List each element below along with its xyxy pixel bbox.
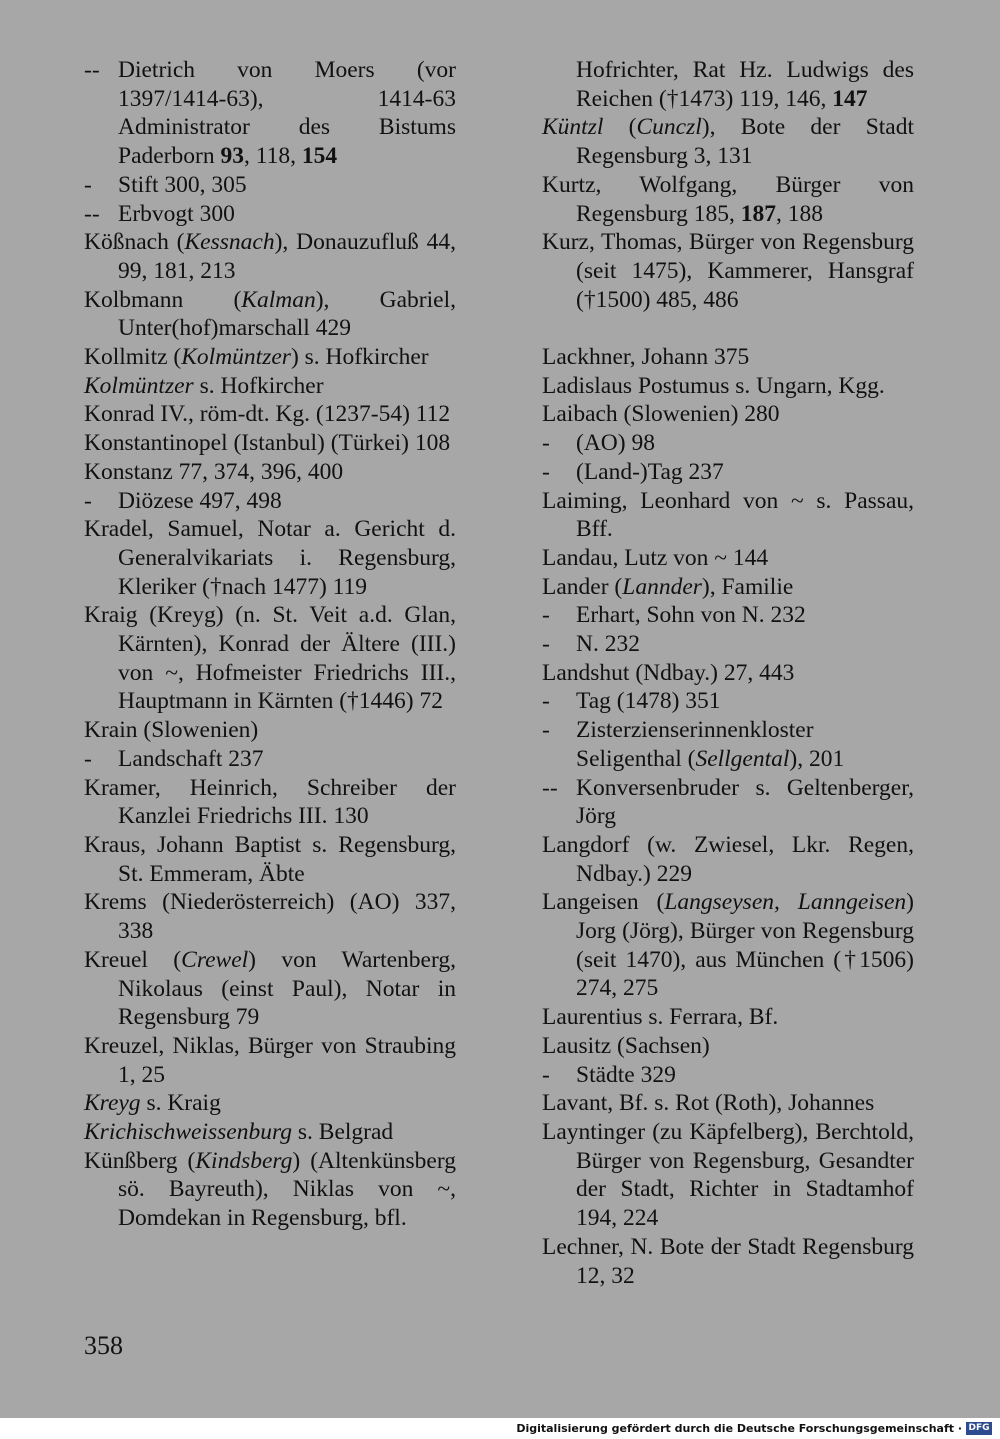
entry-text: Lackhner, Johann 375 — [542, 344, 750, 371]
entry-text: Landshut (Ndbay.) 27, 443 — [542, 659, 795, 686]
entry-text: Tag (1478) 351 — [576, 688, 721, 715]
index-entry — [542, 487, 914, 544]
entry-text: Küntzl (Cunczl), Bote der Stadt Regensburg 3, 131 — [542, 114, 915, 170]
entry-text: Hofrichter, Rat Hz. Ludwigs des Reichen (†1473) 119, 146, 147 — [576, 57, 914, 112]
index-entry — [84, 372, 456, 401]
index-entry — [542, 1032, 914, 1061]
index-subentry — [542, 716, 914, 773]
index-entry — [84, 228, 456, 285]
index-entry — [542, 171, 914, 228]
index-entry — [84, 515, 456, 601]
index-subentry — [84, 487, 456, 516]
entry-text: Konrad IV., röm-dt. Kg. (1237-54) 112 — [84, 401, 451, 428]
entry-text: Krems (Niederösterreich) (AO) 337, 338 — [84, 889, 456, 945]
entry-text: Laurentius s. Ferrara, Bf. — [542, 1004, 779, 1031]
subentry-marker: - — [84, 171, 92, 198]
entry-text: Kraus, Johann Baptist s. Regensburg, St. Emmeram, Äbte — [84, 831, 456, 887]
dfg-logo: DFG — [966, 1422, 992, 1435]
index-entry — [84, 774, 456, 831]
entry-text: Kramer, Heinrich, Schreiber der Kanzlei Friedrichs III. 130 — [84, 774, 456, 830]
entry-text: Langdorf (w. Zwiesel, Lkr. Regen, Ndbay.) 229 — [542, 831, 914, 887]
index-entry — [84, 946, 456, 1032]
subentry-marker: - — [542, 717, 550, 744]
index-subentry — [542, 458, 914, 487]
entry-text: Künßberg (Kindsberg) (Altenkünsberg sö. Bayreuth), Niklas von ~, Domdekan in Regensburg, bfl. — [84, 1147, 456, 1232]
index-entry — [84, 343, 456, 372]
subentry-marker: - — [542, 688, 550, 715]
entry-text: Landschaft 237 — [118, 745, 264, 772]
index-entry — [84, 1089, 456, 1118]
entry-text: Ladislaus Postumus s. Ungarn, Kgg. — [542, 372, 885, 399]
entry-text: Dietrich von Moers (vor 1397/1414-63), 1414-63 Administrator des Bistums Paderborn 93, 118, 154 — [118, 57, 456, 170]
entry-text: Zisterzienserinnenkloster Seligenthal (Sellgental), 201 — [576, 717, 845, 772]
subentry-marker: -- — [542, 774, 558, 801]
index-subentry — [542, 687, 914, 716]
entry-text: Lausitz (Sachsen) — [542, 1032, 710, 1059]
index-entry — [542, 888, 914, 1003]
index-subentry — [542, 601, 914, 630]
index-subentry — [542, 1061, 914, 1090]
subentry-marker: - — [542, 1061, 550, 1088]
index-entry — [542, 1089, 914, 1118]
entry-text: (Land-)Tag 237 — [576, 458, 724, 485]
index-entry — [84, 458, 456, 487]
page-number: 358 — [84, 1331, 123, 1360]
footer-credit: Digitalisierung gefördert durch die Deutsche Forschungsgemeinschaft · — [516, 1422, 962, 1435]
entry-text: Laiming, Leonhard von ~ s. Passau, Bff. — [542, 487, 914, 543]
section-gap — [542, 314, 914, 343]
index-entry — [542, 1233, 914, 1290]
index-entry — [542, 113, 914, 170]
index-entry — [84, 716, 456, 745]
index-entry — [84, 888, 456, 945]
entry-text: Landau, Lutz von ~ 144 — [542, 544, 769, 571]
index-entry — [542, 400, 914, 429]
entry-text: Stift 300, 305 — [118, 171, 247, 198]
index-entry — [542, 372, 914, 401]
subentry-marker: - — [84, 487, 92, 514]
index-subentry — [84, 200, 456, 229]
index-entry — [84, 1147, 456, 1233]
index-entry — [84, 831, 456, 888]
left-index-column — [84, 56, 456, 1233]
subentry-marker: - — [542, 430, 550, 457]
entry-text: Kreuel (Crewel) von Wartenberg, Nikolaus (einst Paul), Notar in Regensburg 79 — [84, 946, 457, 1031]
entry-text: Konstantinopel (Istanbul) (Türkei) 108 — [84, 430, 451, 457]
index-entry — [542, 1003, 914, 1032]
index-entry — [542, 228, 914, 314]
index-subentry — [84, 745, 456, 774]
index-entry — [542, 573, 914, 602]
entry-text: Kreyg s. Kraig — [84, 1090, 221, 1117]
index-entry — [84, 286, 456, 343]
index-entry — [84, 400, 456, 429]
index-entry — [542, 544, 914, 573]
entry-text: (AO) 98 — [576, 430, 655, 457]
index-subentry — [542, 630, 914, 659]
entry-text: Kradel, Samuel, Notar a. Gericht d. Generalvikariats i. Regensburg, Kleriker (†nach 1477) 119 — [84, 516, 456, 600]
index-entry — [542, 1118, 914, 1233]
index-subentry — [84, 56, 456, 171]
entry-text: Kößnach (Kessnach), Donauzufluß 44, 99, 181, 213 — [84, 229, 456, 284]
index-entry — [84, 429, 456, 458]
entry-text: Lavant, Bf. s. Rot (Roth), Johannes — [542, 1090, 875, 1117]
entry-text: Lander (Lannder), Familie — [542, 573, 794, 600]
index-subentry — [542, 429, 914, 458]
index-entry — [542, 343, 914, 372]
entry-text: Krichischweissenburg s. Belgrad — [84, 1119, 394, 1146]
entry-text: Krain (Slowenien) — [84, 717, 259, 744]
entry-text: Kurtz, Wolfgang, Bürger von Regensburg 185, 187, 188 — [542, 171, 914, 227]
subentry-marker: - — [542, 602, 550, 629]
index-entry — [542, 659, 914, 688]
entry-text: Laibach (Slowenien) 280 — [542, 401, 780, 428]
subentry-marker: - — [542, 458, 550, 485]
entry-text: N. 232 — [576, 631, 640, 658]
subentry-marker: - — [84, 745, 92, 772]
digitization-footer — [0, 1418, 1000, 1439]
right-index-column — [542, 56, 914, 1290]
index-entry — [542, 831, 914, 888]
subentry-marker: -- — [84, 57, 100, 83]
index-entry — [84, 601, 456, 716]
entry-text: Städte 329 — [576, 1061, 676, 1088]
index-subentry — [542, 774, 914, 831]
index-entry — [542, 56, 914, 113]
entry-text: Erhart, Sohn von N. 232 — [576, 602, 806, 629]
entry-text: Kreuzel, Niklas, Bürger von Straubing 1, 25 — [84, 1032, 456, 1088]
entry-text: Kollmitz (Kolmüntzer) s. Hofkircher — [84, 344, 429, 371]
subentry-marker: - — [542, 631, 550, 658]
entry-text: Layntinger (zu Käpfelberg), Berchtold, Bürger von Regensburg, Gesandter der Stadt, Richter in Stadtamhof 194, 224 — [542, 1119, 914, 1232]
entry-text: Kolmüntzer s. Hofkircher — [84, 372, 324, 399]
entry-text: Lechner, N. Bote der Stadt Regensburg 12, 32 — [542, 1233, 914, 1289]
entry-text: Kurz, Thomas, Bürger von Regensburg (seit 1475), Kammerer, Hansgraf (†1500) 485, 486 — [542, 229, 914, 313]
index-entry — [84, 1118, 456, 1147]
index-subentry — [84, 171, 456, 200]
entry-text: Diözese 497, 498 — [118, 487, 282, 514]
entry-text: Konstanz 77, 374, 396, 400 — [84, 458, 344, 485]
index-entry — [84, 1032, 456, 1089]
entry-text: Kraig (Kreyg) (n. St. Veit a.d. Glan, Kärnten), Konrad der Ältere (III.) von ~, Hofmeister Friedrichs III., Hauptmann in Kärnten (†1446) 72 — [84, 602, 456, 715]
subentry-marker: -- — [84, 200, 100, 227]
entry-text: Erbvogt 300 — [118, 200, 235, 227]
entry-text: Konversenbruder s. Geltenberger, Jörg — [576, 774, 914, 830]
entry-text: Langeisen (Langseysen, Lanngeisen) Jorg (Jörg), Bürger von Regensburg (seit 1470), aus München (†1506) 274, 275 — [542, 889, 914, 1002]
entry-text: Kolbmann (Kalman), Gabriel, Unter(hof)marschall 429 — [84, 286, 456, 342]
